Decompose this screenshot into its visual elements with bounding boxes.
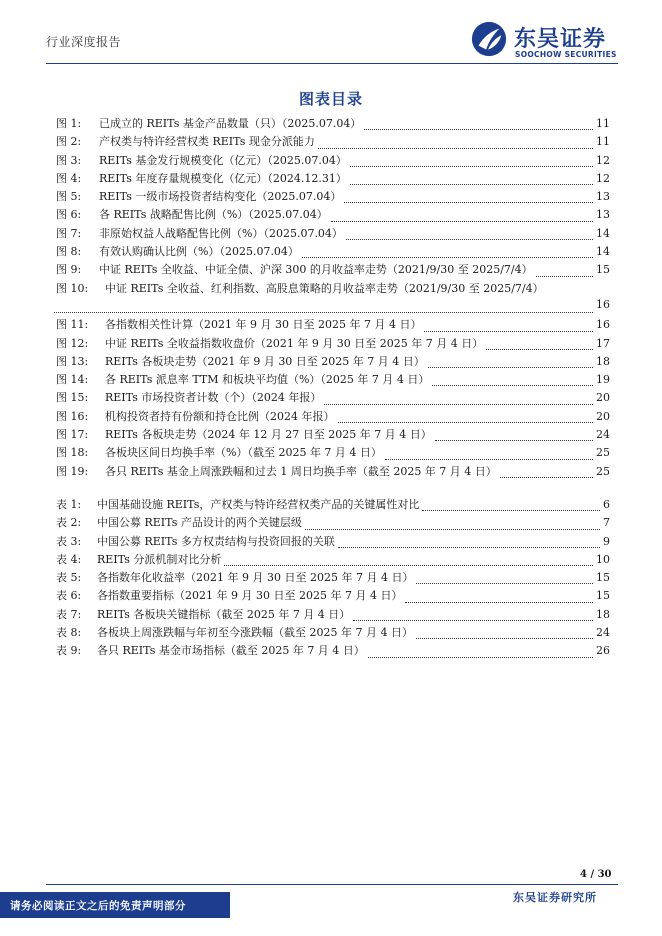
figure-entry[interactable]	[56, 371, 610, 389]
leader-dots	[353, 620, 593, 621]
leader-dots	[428, 367, 593, 368]
leader-dots	[54, 312, 593, 313]
table-page: 6	[603, 498, 610, 511]
figure-title: 非原始权益人战略配售比例（%）（2025.07.04）	[99, 226, 343, 240]
leader-dots	[416, 638, 593, 639]
table-page: 15	[596, 589, 610, 603]
figure-page: 12	[596, 153, 610, 167]
figure-page: 13	[596, 190, 610, 204]
table-title: 各只 REITs 基金市场指标（截至 2025 年 7 月 4 日）	[97, 644, 365, 658]
figure-label: 图 16:	[56, 409, 89, 423]
figure-label: 图 17:	[56, 428, 89, 442]
table-entry[interactable]	[56, 606, 610, 624]
table-page: 10	[596, 552, 610, 566]
figure-page: 16	[596, 297, 610, 311]
figure-label: 图 1:	[56, 117, 82, 130]
table-title: 中国基础设施 REITs，产权类与特许经营权类产品的关键属性对比	[97, 498, 420, 511]
figure-label: 图 15:	[56, 391, 89, 405]
leader-dots	[318, 148, 593, 149]
figure-entry[interactable]	[56, 389, 610, 407]
leader-dots	[364, 129, 593, 130]
figure-entry-continuation[interactable]	[54, 298, 610, 316]
figure-title: 各只 REITs 基金上周涨跌幅和过去 1 周日均换手率（截至 2025 年 7 月 4 日）	[105, 464, 497, 478]
figure-entry[interactable]	[56, 463, 610, 481]
table-label: 表 9:	[56, 644, 82, 658]
figure-entry[interactable]	[56, 426, 610, 444]
leader-dots	[435, 440, 593, 441]
table-title: 各指数重要指标（2021 年 9 月 30 日至 2025 年 7 月 4 日）	[97, 589, 403, 603]
figure-page: 11	[596, 117, 610, 130]
figure-page: 19	[596, 373, 610, 387]
logo-chinese-name: 东吴证券	[514, 27, 607, 52]
footer-divider	[46, 884, 618, 885]
figure-page: 14	[596, 226, 610, 240]
company-logo	[470, 20, 620, 62]
footer-brand: 东吴证券研究所	[513, 891, 597, 904]
figure-title: 中证 REITs 全收益、红利指数、高股息策略的月收益率走势（2021/9/30 至 2025/7/4）	[105, 281, 544, 295]
figure-page: 20	[596, 409, 610, 423]
leader-dots	[416, 583, 593, 584]
figure-title: 中证 REITs 全收益、中证全债、沪深 300 的月收益率走势（2021/9/30 至 2025/7/4）	[99, 263, 533, 277]
leader-dots	[350, 166, 593, 167]
figure-entry[interactable]	[56, 261, 610, 279]
table-entry[interactable]	[56, 624, 610, 642]
table-entry[interactable]	[56, 569, 610, 587]
leader-dots	[338, 422, 594, 423]
disclaimer-text: 请务必阅读正文之后的免责声明部分	[10, 900, 186, 912]
table-label: 表 8:	[56, 626, 82, 640]
figure-page: 14	[596, 245, 610, 259]
figure-page: 12	[596, 171, 610, 185]
table-label: 表 2:	[56, 516, 82, 530]
figure-title: 有效认购确认比例（%）（2025.07.04）	[99, 245, 299, 259]
figure-label: 图 7:	[56, 226, 82, 240]
figure-title: 各 REITs 派息率 TTM 和板块平均值（%）（2025 年 7 月 4 日）	[105, 373, 430, 387]
table-label: 表 5:	[56, 571, 82, 585]
figure-entry[interactable]	[56, 188, 610, 206]
table-entry[interactable]	[56, 514, 610, 532]
table-label: 表 4:	[56, 552, 82, 566]
table-list	[56, 496, 610, 661]
leader-dots	[405, 602, 593, 603]
figure-entry[interactable]	[56, 316, 610, 334]
figure-entry[interactable]	[56, 206, 610, 224]
leader-dots	[350, 184, 593, 185]
figure-label: 图 5:	[56, 190, 82, 204]
figure-title: 各指数相关性计算（2021 年 9 月 30 日至 2025 年 7 月 4 日）	[105, 318, 422, 332]
leader-dots	[486, 349, 593, 350]
table-title: 各板块上周涨跌幅与年初至今涨跌幅（截至 2025 年 7 月 4 日）	[97, 626, 413, 640]
figure-page: 16	[596, 318, 610, 332]
figure-page: 25	[596, 464, 610, 478]
figure-title: 产权类与特许经营权类 REITs 现金分派能力	[99, 135, 315, 149]
leader-dots	[224, 565, 593, 566]
figure-page: 15	[596, 263, 610, 277]
figure-entry[interactable]	[56, 170, 610, 188]
report-category: 行业深度报告	[46, 35, 122, 49]
figure-label: 图 8:	[56, 245, 82, 259]
figure-label: 图 12:	[56, 336, 89, 350]
table-label: 表 1:	[56, 498, 82, 511]
figure-title: REITs 各板块走势（2024 年 12 月 27 日至 2025 年 7 月 4 日）	[105, 428, 432, 442]
figure-page: 11	[596, 135, 610, 149]
figure-label: 图 10:	[56, 281, 89, 295]
figure-title: 各板块区间日均换手率（%）（截至 2025 年 7 月 4 日）	[105, 446, 382, 460]
figure-label: 图 13:	[56, 354, 89, 368]
table-label: 表 3:	[56, 534, 82, 548]
table-title: 中国公募 REITs 多方权责结构与投资回报的关联	[97, 534, 335, 548]
table-page: 24	[596, 626, 610, 640]
figure-label: 图 9:	[56, 263, 82, 277]
leader-dots	[302, 257, 593, 258]
leader-dots	[331, 221, 593, 222]
figure-title: REITs 基金发行规模变化（亿元）（2025.07.04）	[99, 153, 347, 167]
figure-entry[interactable]	[56, 133, 610, 151]
leader-dots	[500, 477, 593, 478]
leader-dots	[432, 385, 593, 386]
figure-entry[interactable]	[56, 444, 610, 462]
toc-title: 图表目录	[298, 90, 363, 108]
leader-dots	[368, 657, 593, 658]
figure-entry[interactable]	[56, 335, 610, 353]
figure-list	[56, 115, 610, 481]
leader-dots	[424, 331, 593, 332]
table-label: 表 6:	[56, 589, 82, 603]
table-entry[interactable]	[56, 587, 610, 605]
figure-page: 25	[596, 446, 610, 460]
figure-label: 图 2:	[56, 135, 82, 149]
figure-title: REITs 市场投资者计数（个）（2024 年报）	[105, 391, 322, 405]
header-divider	[46, 63, 618, 64]
figure-entry[interactable]	[56, 115, 610, 133]
table-entry[interactable]	[56, 533, 610, 551]
table-title: REITs 各板块关键指标（截至 2025 年 7 月 4 日）	[97, 607, 351, 621]
figure-title: 中证 REITs 全收益指数收盘价（2021 年 9 月 30 日至 2025 年 7 月 4 日）	[105, 336, 484, 350]
table-page: 7	[603, 516, 610, 530]
figure-label: 图 3:	[56, 153, 82, 167]
leader-dots	[338, 547, 600, 548]
leader-dots	[305, 529, 600, 530]
figure-title: REITs 各板块走势（2021 年 9 月 30 日至 2025 年 7 月 4 日）	[105, 354, 425, 368]
figure-title: REITs 一级市场投资者结构变化（2025.07.04）	[99, 190, 342, 204]
table-entry[interactable]	[56, 551, 610, 569]
figure-page: 20	[596, 391, 610, 405]
figure-label: 图 6:	[56, 208, 82, 222]
figure-entry[interactable]	[56, 225, 610, 243]
table-entry[interactable]	[56, 496, 610, 514]
figure-label: 图 18:	[56, 446, 89, 460]
disclaimer-banner	[0, 892, 230, 918]
table-page: 9	[603, 534, 610, 548]
figure-page: 17	[596, 336, 610, 350]
leader-dots	[346, 239, 593, 240]
figure-title: REITs 年度存量规模变化（亿元）（2024.12.31）	[99, 171, 347, 185]
figure-entry[interactable]	[56, 408, 610, 426]
table-page: 26	[596, 644, 610, 658]
figure-entry[interactable]	[56, 152, 610, 170]
figure-label: 图 11:	[56, 318, 89, 332]
leader-dots	[324, 404, 593, 405]
table-page: 15	[596, 571, 610, 585]
figure-title: 各 REITs 战略配售比例（%）（2025.07.04）	[99, 208, 328, 222]
figure-entry[interactable]	[56, 280, 610, 298]
figure-entry[interactable]	[56, 353, 610, 371]
leader-dots	[536, 276, 593, 277]
figure-page: 13	[596, 208, 610, 222]
leader-dots	[422, 510, 600, 511]
figure-label: 图 14:	[56, 373, 89, 387]
figure-label: 图 4:	[56, 171, 82, 185]
figure-label: 图 19:	[56, 464, 89, 478]
figure-title: 已成立的 REITs 基金产品数量（只）（2025.07.04）	[99, 117, 362, 130]
table-entry[interactable]	[56, 642, 610, 660]
leader-dots	[385, 459, 593, 460]
figure-page: 24	[596, 428, 610, 442]
page-number: 4 / 30	[580, 869, 612, 880]
figure-entry[interactable]	[56, 243, 610, 261]
table-title: REITs 分派机制对比分析	[97, 552, 222, 566]
leader-dots	[344, 202, 593, 203]
table-title: 各指数年化收益率（2021 年 9 月 30 日至 2025 年 7 月 4 日）	[97, 571, 414, 585]
table-page: 18	[596, 607, 610, 621]
soochow-logo-icon	[470, 20, 508, 58]
logo-english-name: SOOCHOW SECURITIES	[515, 50, 617, 59]
figure-title: 机构投资者持有份额和持仓比例（2024 年报）	[105, 409, 335, 423]
table-label: 表 7:	[56, 607, 82, 621]
table-title: 中国公募 REITs 产品设计的两个关键层级	[97, 516, 302, 530]
figure-page: 18	[596, 354, 610, 368]
